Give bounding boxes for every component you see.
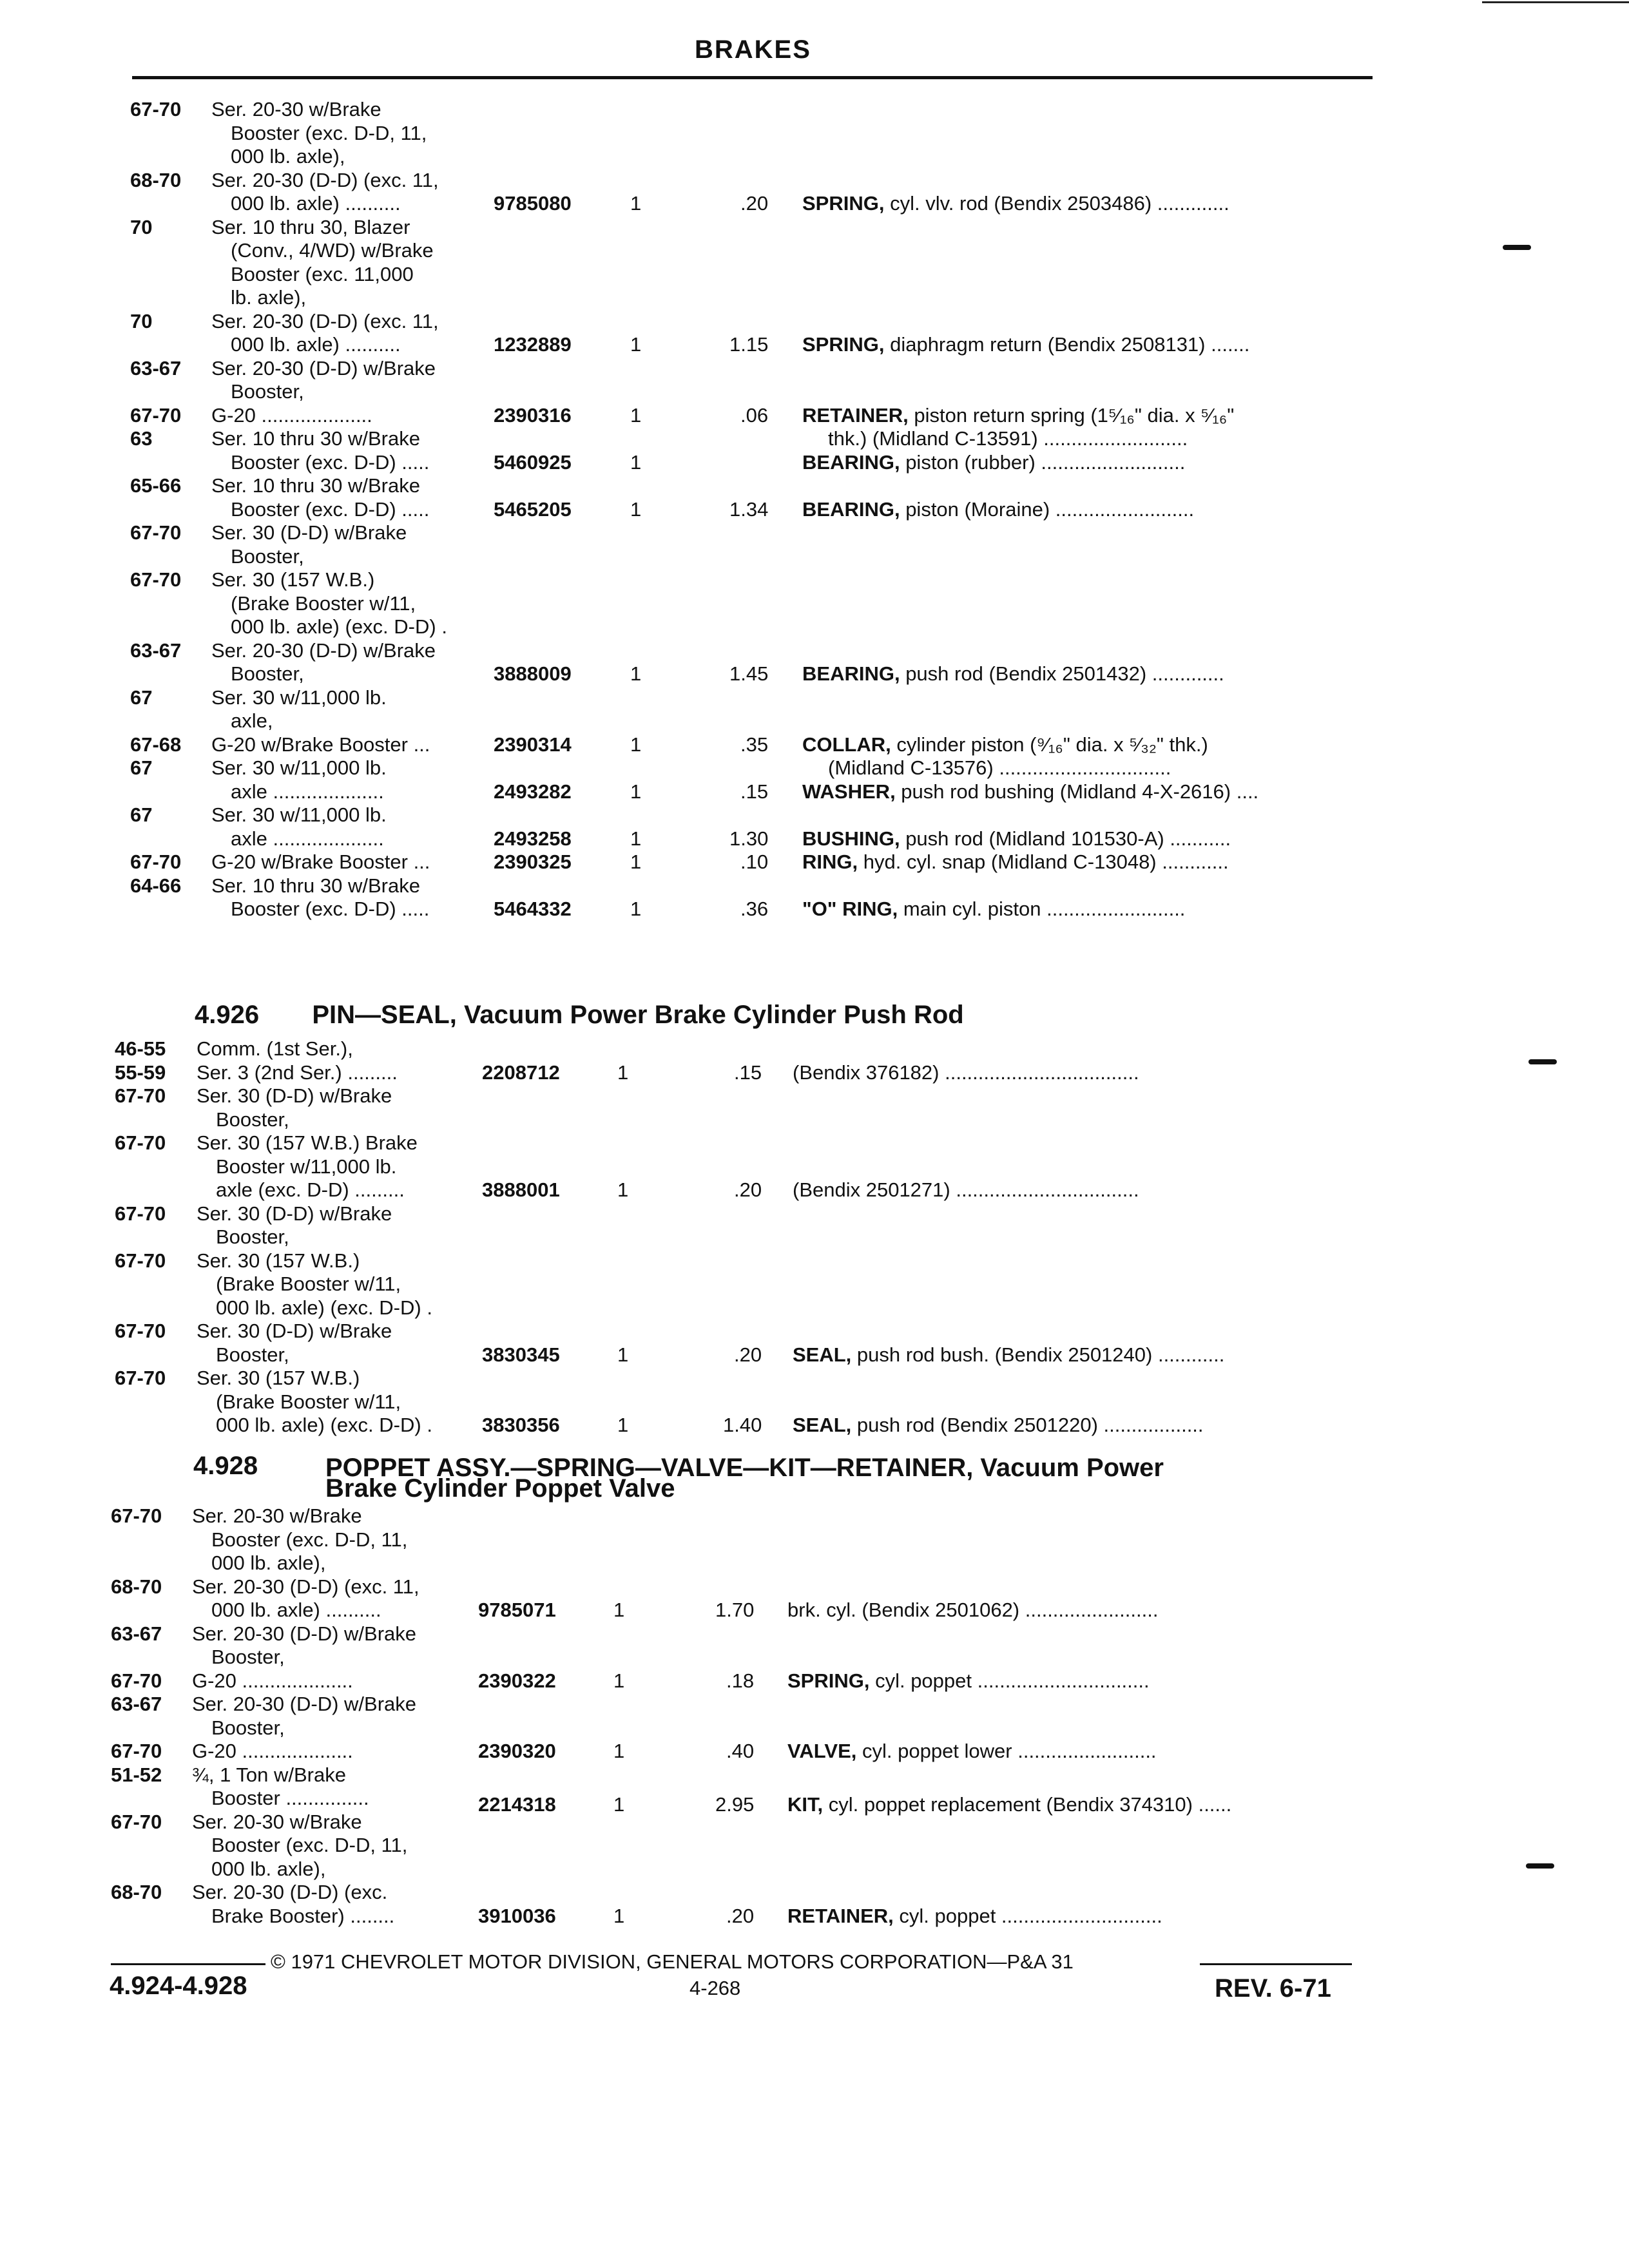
part-detail: cyl. poppet ............................... — [869, 1669, 1150, 1692]
year-range: 68-70 — [111, 1575, 162, 1598]
quantity: 1 — [630, 827, 642, 850]
part-number: 2208712 — [482, 1061, 560, 1084]
part-description — [802, 192, 1229, 215]
quantity: 1 — [613, 1669, 625, 1692]
section-4928-title-line2: Brake Cylinder Poppet Valve — [325, 1474, 675, 1503]
part-detail: push rod (Bendix 2501220) .................. — [851, 1414, 1204, 1436]
year-range: 67-70 — [115, 1131, 166, 1154]
part-name: SPRING, — [802, 192, 885, 215]
application-text: 000 lb. axle) (exc. D-D) . — [216, 1414, 432, 1436]
part-description — [787, 1905, 1162, 1928]
part-description — [793, 1061, 1139, 1084]
application-text: 000 lb. axle), — [231, 145, 345, 168]
part-name: SPRING, — [787, 1669, 870, 1692]
quantity: 1 — [630, 333, 642, 356]
part-number: 1232889 — [494, 333, 572, 356]
top-edge-rule — [1482, 1, 1629, 3]
price: 1.70 — [715, 1599, 755, 1621]
part-name: "O" RING, — [802, 898, 898, 920]
part-detail: (Bendix 2501271) ................................. — [793, 1178, 1139, 1201]
part-detail: hyd. cyl. snap (Midland C-13048) ............ — [858, 850, 1229, 873]
part-number: 2390314 — [494, 733, 572, 756]
year-range: 63-67 — [111, 1693, 162, 1715]
year-range: 67-70 — [115, 1249, 166, 1272]
application-text: lb. axle), — [231, 286, 307, 309]
part-description — [802, 898, 1185, 921]
application-text: G-20 w/Brake Booster ... — [211, 850, 430, 873]
part-detail: cylinder piston (⁹⁄₁₆" dia. x ⁵⁄₃₂" thk.) — [891, 733, 1208, 756]
application-text: Booster (exc. D-D) ..... — [231, 450, 430, 474]
part-description — [802, 451, 1185, 474]
quantity: 1 — [630, 850, 642, 873]
section-number: 4.928 — [193, 1452, 258, 1480]
header-rule — [132, 76, 1373, 79]
part-description — [793, 1343, 1224, 1367]
part-number: 2493258 — [494, 827, 572, 850]
price: 2.95 — [715, 1793, 755, 1816]
application-text: Booster (exc. D-D, 11, — [211, 1834, 408, 1856]
part-detail: (Bendix 376182) ................................... — [793, 1061, 1139, 1084]
year-range: 51-52 — [111, 1763, 162, 1786]
application-text: Ser. 20-30 (D-D) w/Brake — [192, 1693, 416, 1715]
part-number: 5460925 — [494, 450, 572, 474]
section-number: 4.926 — [195, 1001, 260, 1029]
part-description-cont: (Midland C-13576) ............................... — [828, 756, 1171, 779]
price: .15 — [734, 1061, 762, 1084]
part-number: 9785080 — [494, 192, 572, 215]
application-text: Booster, — [231, 380, 304, 403]
application-text: Booster (exc. D-D, 11, — [231, 121, 427, 144]
part-detail: push rod (Bendix 2501432) ............. — [900, 662, 1224, 685]
quantity: 1 — [630, 898, 642, 920]
part-number: 2390325 — [494, 850, 572, 873]
year-range: 63-67 — [111, 1622, 162, 1645]
part-name: SEAL, — [793, 1343, 852, 1366]
quantity: 1 — [630, 780, 642, 803]
part-detail: push rod bush. (Bendix 2501240) ............ — [851, 1343, 1225, 1366]
application-text: Ser. 20-30 (D-D) w/Brake — [192, 1622, 416, 1645]
part-description — [802, 780, 1258, 803]
application-text: Booster, — [231, 544, 304, 568]
part-number: 9785071 — [478, 1599, 556, 1621]
application-text: (Brake Booster w/11, — [216, 1273, 401, 1295]
part-detail: cyl. poppet ............................. — [893, 1904, 1162, 1927]
application-text: Ser. 20-30 w/Brake — [192, 1504, 362, 1527]
year-range: 67-70 — [130, 521, 182, 544]
application-text: Booster w/11,000 lb. — [216, 1155, 397, 1178]
year-range: 67-70 — [111, 1810, 162, 1833]
application-text: 000 lb. axle) .......... — [231, 333, 401, 356]
application-text: Ser. 30 (157 W.B.) — [197, 1249, 360, 1272]
part-name: RETAINER, — [802, 403, 909, 427]
footer-revision: REV. 6-71 — [1215, 1974, 1331, 2003]
price: .15 — [740, 780, 769, 803]
year-range: 67-70 — [130, 403, 182, 427]
application-text: G-20 .................... — [192, 1740, 353, 1762]
page-title: BRAKES — [695, 35, 811, 64]
part-name: RING, — [802, 850, 858, 873]
application-text: Booster, — [216, 1108, 289, 1131]
price: .06 — [740, 403, 769, 427]
year-range: 63 — [130, 427, 153, 450]
application-text: 000 lb. axle), — [211, 1857, 326, 1880]
year-range: 70 — [130, 309, 153, 332]
application-text: 000 lb. axle) .......... — [231, 192, 401, 215]
application-text: Booster (exc. D-D, 11, — [211, 1528, 408, 1551]
part-number: 3830356 — [482, 1414, 560, 1436]
application-text: axle (exc. D-D) ......... — [216, 1178, 405, 1201]
part-number: 5465205 — [494, 497, 572, 521]
part-description-cont: thk.) (Midland C-13591) .......................... — [828, 427, 1188, 450]
part-detail: push rod (Midland 101530-A) ........... — [900, 827, 1231, 850]
year-range: 67-70 — [115, 1320, 166, 1342]
quantity: 1 — [617, 1414, 629, 1436]
application-text: Ser. 30 w/11,000 lb. — [211, 686, 387, 709]
margin-mark — [1503, 245, 1531, 250]
part-description — [793, 1414, 1204, 1437]
part-description — [787, 1669, 1150, 1693]
part-description — [802, 498, 1194, 521]
footer-page-number: 4-268 — [689, 1977, 741, 1999]
footer-copyright: © 1971 CHEVROLET MOTOR DIVISION, GENERAL MOTORS CORPORATION—P&A 31 — [271, 1950, 1074, 1973]
price: .20 — [740, 192, 769, 215]
application-text: Brake Booster) ........ — [211, 1904, 395, 1927]
year-range: 68-70 — [111, 1881, 162, 1903]
quantity: 1 — [630, 733, 642, 756]
part-description — [802, 404, 1234, 427]
application-text: Booster, — [211, 1646, 285, 1668]
part-description — [802, 733, 1208, 756]
part-detail: piston (Moraine) ......................... — [900, 497, 1195, 521]
part-number: 2493282 — [494, 780, 572, 803]
part-name: SPRING, — [802, 333, 885, 356]
application-text: 000 lb. axle) .......... — [211, 1599, 381, 1621]
price: 1.45 — [729, 662, 769, 685]
application-text: (Conv., 4/WD) w/Brake — [231, 239, 434, 262]
application-text: Booster, — [211, 1716, 285, 1739]
year-range: 67-70 — [115, 1202, 166, 1225]
part-name: VALVE, — [787, 1740, 857, 1762]
part-detail: cyl. poppet replacement (Bendix 374310) ...... — [823, 1793, 1232, 1816]
year-range: 63-67 — [130, 356, 182, 380]
application-text: Ser. 30 (D-D) w/Brake — [211, 521, 407, 544]
price: .18 — [726, 1669, 755, 1692]
year-range: 63-67 — [130, 639, 182, 662]
part-number: 2390320 — [478, 1740, 556, 1762]
year-range: 68-70 — [130, 168, 182, 191]
part-name: BEARING, — [802, 450, 900, 474]
application-text: G-20 w/Brake Booster ... — [211, 733, 430, 756]
application-text: 000 lb. axle), — [211, 1552, 326, 1574]
application-text: Ser. 20-30 (D-D) w/Brake — [211, 356, 436, 380]
part-description — [787, 1793, 1231, 1816]
year-range: 65-66 — [130, 474, 182, 497]
year-range: 67-70 — [115, 1367, 166, 1389]
part-name: SEAL, — [793, 1414, 852, 1436]
part-number: 3888009 — [494, 662, 572, 685]
price: .36 — [740, 898, 769, 920]
application-text: Ser. 20-30 (D-D) (exc. 11, — [211, 168, 439, 191]
quantity: 1 — [617, 1061, 629, 1084]
price: .10 — [740, 850, 769, 873]
application-text: Ser. 30 (D-D) w/Brake — [197, 1320, 392, 1342]
part-detail: cyl. vlv. rod (Bendix 2503486) ............. — [884, 192, 1229, 215]
application-text: Ser. 20-30 w/Brake — [192, 1810, 362, 1833]
year-range: 55-59 — [115, 1061, 166, 1084]
quantity: 1 — [613, 1793, 625, 1816]
quantity: 1 — [613, 1599, 625, 1621]
part-detail: piston return spring (1⁵⁄₁₆" dia. x ⁵⁄₁₆" — [908, 403, 1235, 427]
application-text: Ser. 20-30 (D-D) (exc. — [192, 1881, 388, 1903]
quantity: 1 — [630, 497, 642, 521]
quantity: 1 — [613, 1740, 625, 1762]
application-text: Ser. 20-30 (D-D) (exc. 11, — [192, 1575, 419, 1598]
application-text: 000 lb. axle) (exc. D-D) . — [216, 1296, 432, 1319]
part-description — [793, 1178, 1139, 1202]
application-text: Ser. 30 (D-D) w/Brake — [197, 1202, 392, 1225]
year-range: 67 — [130, 756, 153, 779]
price: .40 — [726, 1740, 755, 1762]
part-name: KIT, — [787, 1793, 824, 1816]
application-text: G-20 .................... — [192, 1669, 353, 1692]
part-name: WASHER, — [802, 780, 896, 803]
application-text: Ser. 10 thru 30 w/Brake — [211, 474, 420, 497]
margin-mark — [1528, 1059, 1557, 1064]
year-range: 67-70 — [115, 1084, 166, 1107]
section-4928-heading — [193, 1453, 258, 1479]
part-detail: diaphragm return (Bendix 2508131) ....... — [884, 333, 1250, 356]
year-range: 67-70 — [130, 850, 182, 873]
application-text: Ser. 20-30 (D-D) w/Brake — [211, 639, 436, 662]
application-text: Booster (exc. D-D) ..... — [231, 898, 430, 920]
price: .20 — [726, 1904, 755, 1927]
quantity: 1 — [617, 1178, 629, 1201]
application-text: G-20 .................... — [211, 403, 372, 427]
year-range: 67-70 — [130, 568, 182, 591]
year-range: 64-66 — [130, 874, 182, 897]
application-text: Ser. 30 (157 W.B.) — [211, 568, 375, 591]
application-text: axle, — [231, 709, 273, 732]
application-text: Ser. 10 thru 30 w/Brake — [211, 874, 420, 897]
year-range: 67-70 — [111, 1669, 162, 1692]
year-range: 67-68 — [130, 733, 182, 756]
part-detail: piston (rubber) .......................... — [900, 450, 1186, 474]
part-description — [802, 827, 1231, 850]
quantity: 1 — [630, 450, 642, 474]
part-detail: cyl. poppet lower ......................... — [856, 1740, 1157, 1762]
application-text: Ser. 20-30 (D-D) (exc. 11, — [211, 309, 439, 332]
part-description — [802, 850, 1229, 874]
application-text: (Brake Booster w/11, — [231, 591, 416, 615]
part-number: 3830345 — [482, 1343, 560, 1366]
part-detail: main cyl. piston ......................... — [898, 898, 1186, 920]
application-text: Comm. (1st Ser.), — [197, 1037, 353, 1060]
year-range: 67 — [130, 803, 153, 826]
price: .35 — [740, 733, 769, 756]
application-text: Ser. 3 (2nd Ser.) ......... — [197, 1061, 398, 1084]
part-description — [787, 1599, 1158, 1622]
price: .20 — [734, 1343, 762, 1366]
application-text: Ser. 30 w/11,000 lb. — [211, 756, 387, 779]
application-text: axle .................... — [231, 780, 384, 803]
application-text: Ser. 30 (157 W.B.) Brake — [197, 1131, 418, 1154]
section-4926-heading — [195, 1002, 964, 1028]
part-name: BEARING, — [802, 662, 900, 685]
application-text: (Brake Booster w/11, — [216, 1390, 401, 1413]
price: .20 — [734, 1178, 762, 1201]
part-detail: push rod bushing (Midland 4-X-2616) .... — [895, 780, 1259, 803]
part-name: BEARING, — [802, 497, 900, 521]
price: 1.40 — [723, 1414, 762, 1436]
quantity: 1 — [630, 662, 642, 685]
application-text: Ser. 10 thru 30 w/Brake — [211, 427, 420, 450]
year-range: 67-70 — [130, 98, 182, 120]
quantity: 1 — [613, 1904, 625, 1927]
quantity: 1 — [617, 1343, 629, 1366]
application-text: Ser. 10 thru 30, Blazer — [211, 215, 410, 238]
part-description — [787, 1740, 1157, 1763]
part-name: COLLAR, — [802, 733, 891, 756]
part-number: 5464332 — [494, 898, 572, 920]
margin-mark — [1526, 1863, 1554, 1869]
part-description — [802, 333, 1249, 356]
application-text: Ser. 30 (D-D) w/Brake — [197, 1084, 392, 1107]
year-range: 67-70 — [111, 1740, 162, 1762]
section-4928-title-line1: POPPET ASSY.—SPRING—VALVE—KIT—RETAINER, Vacuum Power — [325, 1454, 1164, 1482]
application-text: Ser. 30 w/11,000 lb. — [211, 803, 387, 826]
part-number: 2390322 — [478, 1669, 556, 1692]
price: 1.15 — [729, 333, 769, 356]
section-title: PIN—SEAL, Vacuum Power Brake Cylinder Push Rod — [312, 1001, 964, 1029]
part-name: BUSHING, — [802, 827, 900, 850]
part-number: 3910036 — [478, 1904, 556, 1927]
quantity: 1 — [630, 192, 642, 215]
year-range: 67-70 — [111, 1504, 162, 1527]
year-range: 70 — [130, 215, 153, 238]
part-name: RETAINER, — [787, 1904, 894, 1927]
application-text: ¾, 1 Ton w/Brake — [192, 1763, 346, 1786]
application-text: Booster, — [216, 1225, 289, 1248]
application-text: Ser. 30 (157 W.B.) — [197, 1367, 360, 1389]
year-range: 46-55 — [115, 1037, 166, 1060]
price: 1.30 — [729, 827, 769, 850]
footer-rule-left — [111, 1963, 265, 1965]
footer-rule-right — [1200, 1963, 1352, 1965]
application-text: axle .................... — [231, 827, 384, 850]
part-number: 3888001 — [482, 1178, 560, 1201]
application-text: Booster, — [231, 662, 304, 685]
application-text: 000 lb. axle) (exc. D-D) . — [231, 615, 447, 638]
application-text: Ser. 20-30 w/Brake — [211, 98, 381, 120]
part-detail: brk. cyl. (Bendix 2501062) ........................ — [787, 1599, 1159, 1621]
application-text: Booster, — [216, 1343, 289, 1366]
footer-range: 4.924-4.928 — [110, 1972, 247, 2000]
price: 1.34 — [729, 497, 769, 521]
application-text: Booster ............... — [211, 1787, 369, 1809]
part-description — [802, 662, 1224, 686]
year-range: 67 — [130, 686, 153, 709]
application-text: Booster (exc. 11,000 — [231, 262, 414, 285]
part-number: 2214318 — [478, 1793, 556, 1816]
part-number: 2390316 — [494, 403, 572, 427]
quantity: 1 — [630, 403, 642, 427]
application-text: Booster (exc. D-D) ..... — [231, 497, 430, 521]
